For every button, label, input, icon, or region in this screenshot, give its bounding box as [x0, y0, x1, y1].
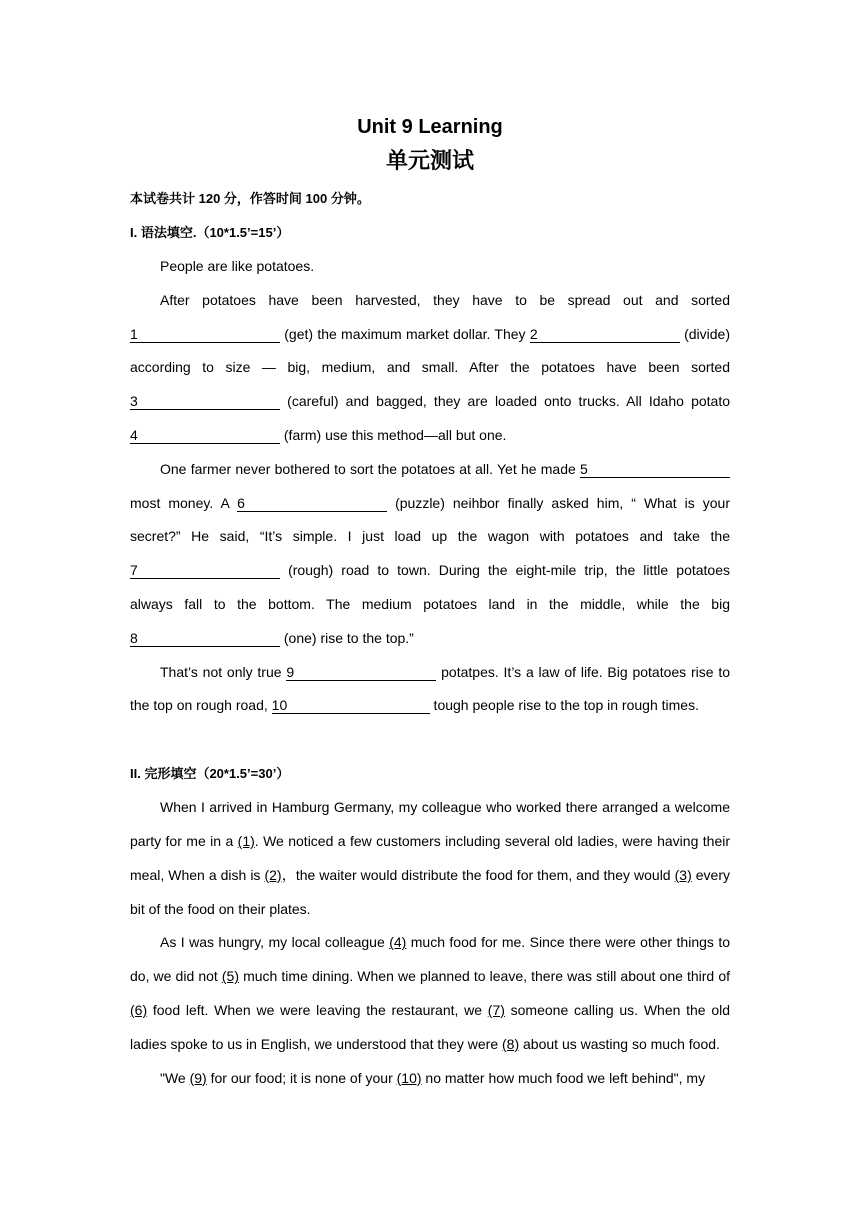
section-spacer — [130, 723, 730, 757]
cloze-blank-9[interactable]: (9) — [189, 1069, 207, 1086]
blank-4[interactable]: 4 — [130, 427, 280, 444]
section2-paragraph-3: "We (9) for our food; it is none of your (10) no matter how much food we left behind", my — [160, 1069, 706, 1086]
blank-1[interactable]: 1 — [130, 326, 280, 343]
blank-7[interactable]: 7 — [130, 562, 280, 579]
cloze-blank-7[interactable]: (7) — [487, 1001, 505, 1018]
blank-6[interactable]: 6 — [237, 495, 387, 512]
blank-8[interactable]: 8 — [130, 630, 280, 647]
cloze-blank-6[interactable]: (6) — [130, 1001, 148, 1018]
blank-10[interactable]: 10 — [272, 697, 430, 714]
section2-heading: II. 完形填空（20*1.5’=30’） — [130, 766, 290, 782]
section1-heading: I. 语法填空.（10*1.5’=15’） — [130, 225, 290, 240]
section1-paragraph-4: That’s not only true 9 potatpes. It’s a law of life. Big potatoes rise to the top on rough road, 10 tough people rise to the top in rough times. — [130, 663, 730, 714]
document-content — [130, 112, 730, 1095]
section1-paragraph-1: People are like potatoes. — [160, 258, 315, 274]
cloze-blank-3[interactable]: (3) — [674, 866, 692, 883]
cloze-blank-5[interactable]: (5) — [221, 968, 239, 985]
section1-paragraph-2: After potatoes have been harvested, they have to be spread out and sorted 1 (get) the maximum market dollar. They 2 (divide) according to size — big, medium, and small. After the potatoes have been sorted 3 (careful) and bagged, they are loaded onto trucks. All Idaho potato 4 (farm) use this method—all but one. — [130, 291, 730, 443]
section2-paragraph-2: As I was hungry, my local colleague (4) much food for me. Since there were other things to do, we did not (5) much time dining. When we planned to leave, there was still about one third of (6) food left. When we were leaving the restaurant, we (7) someone calling us. When the old ladies spoke to us in English, we understood that they were (8) about us wasting so much food. — [130, 934, 731, 1052]
cloze-blank-2[interactable]: (2) — [264, 866, 282, 883]
blank-9[interactable]: 9 — [286, 664, 436, 681]
blank-5[interactable]: 5 — [580, 461, 730, 478]
test-intro: 本试卷共计 120 分，作答时间 100 分钟。 — [130, 191, 370, 206]
cloze-blank-10[interactable]: (10) — [396, 1069, 422, 1086]
cloze-blank-8[interactable]: (8) — [502, 1035, 520, 1052]
blank-2[interactable]: 2 — [530, 326, 680, 343]
section1-paragraph-3: One farmer never bothered to sort the potatoes at all. Yet he made 5 most money. A 6 (puzzle) neihbor finally asked him, “ What is your secret?” He said, “It’s simple. I just load up the wagon with potatoes and take the 7 (rough) road to town. During the eight-mile trip, the little potatoes always fall to the bottom. The medium potatoes land in the middle, while the big 8 (one) rise to the top.” — [130, 460, 730, 646]
page-title: Unit 9 Learning — [357, 116, 503, 138]
blank-3[interactable]: 3 — [130, 393, 280, 410]
page-subtitle: 单元测试 — [385, 149, 474, 174]
cloze-blank-4[interactable]: (4) — [389, 934, 407, 951]
section2-paragraph-1: When I arrived in Hamburg Germany, my colleague who worked there arranged a welcome party for me in a (1). We noticed a few customers including several old ladies, were having their meal, When a dish is (2)，the waiter would distribute the food for them, and they would (3) every bit of the food on their plates. — [130, 799, 731, 917]
cloze-blank-1[interactable]: (1) — [237, 832, 255, 849]
